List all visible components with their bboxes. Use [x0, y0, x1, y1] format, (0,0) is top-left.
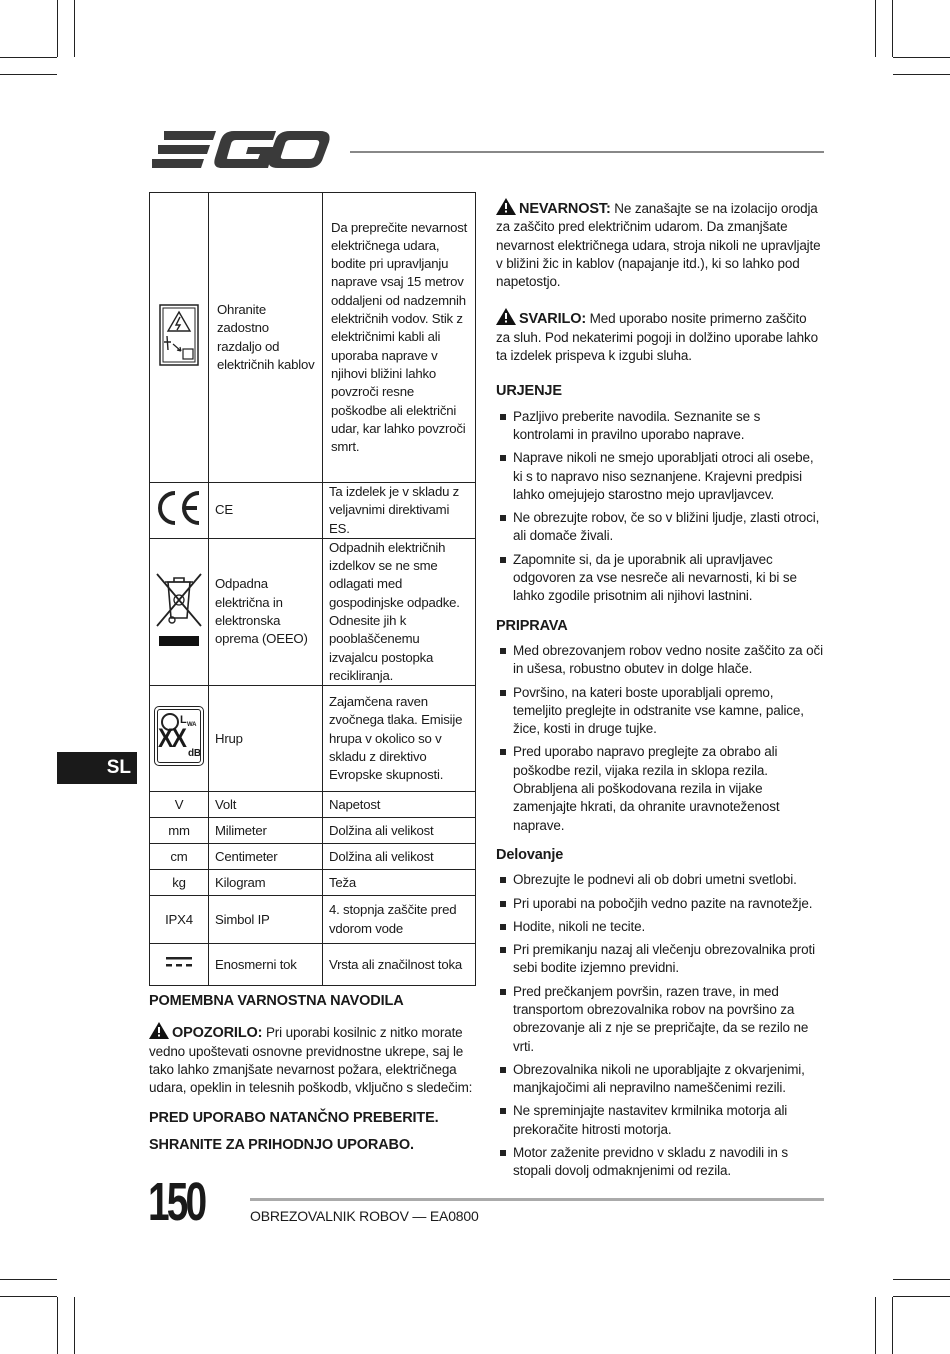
table-cell-desc: Dolžina ali velikost [323, 844, 476, 870]
weee-bin-icon [154, 570, 204, 648]
crop-mark [893, 57, 950, 58]
crop-mark [57, 1297, 58, 1354]
table-row [150, 792, 476, 818]
symbols-table [149, 192, 476, 986]
caution-paragraph [496, 308, 824, 365]
table-cell-symbol [150, 483, 209, 539]
warning-paragraph [149, 1022, 476, 1097]
caution-label: SVARILO: [519, 311, 587, 328]
noise-icon-sub: WA [187, 722, 197, 729]
warning-label: OPOZORILO: [172, 1025, 263, 1042]
list-item: Obrezovalnika nikoli ne uporabljajte z okvarjenimi, manjkajočimi ali nepravilno nameščenimi rezili. [496, 1061, 824, 1098]
list-item: Zapomnite si, da je uporabnik ali upravljavec odgovoren za vse nesreče ali nevarnosti, ki bi se lahko zgodile prisotnim ali njihovi lastnini. [496, 551, 824, 606]
caps-notice-2: SHRANITE ZA PRIHODNJO UPORABO. [149, 1136, 414, 1153]
list-item: Pazljivo preberite navodila. Seznanite se s kontrolami in pravilno uporabo naprave. [496, 408, 824, 445]
noise-icon-value: XX [158, 723, 186, 754]
caps-notice-1: PRED UPORABO NATANČNO PREBERITE. [149, 1110, 439, 1127]
noise-icon-unit: dB [188, 748, 201, 760]
table-row [150, 193, 476, 483]
list-item: Površino, na kateri boste uporabljali opremo, temeljito preglejte in odstranite vse kamne, palice, žice, kosti in druge tujke. [496, 684, 824, 739]
list-item: Hodite, nikoli ne tecite. [496, 918, 824, 936]
table-cell-symbol: kg [150, 870, 209, 896]
table-cell-desc: Vrsta ali značilnost toka [323, 944, 476, 986]
crop-mark [0, 57, 57, 58]
table-cell-symbol [150, 538, 209, 685]
list-item: Obrezujte le podnevi ali ob dobri umetni svetlobi. [496, 871, 824, 889]
table-cell-desc: Napetost [323, 792, 476, 818]
crop-mark [74, 0, 75, 57]
crop-mark [57, 0, 58, 57]
table-cell-name: Odpadna električna in elektronska oprema (OEEO) [209, 538, 323, 685]
table-cell-symbol [150, 944, 209, 986]
crop-mark [0, 1279, 57, 1280]
bullet-list [496, 871, 824, 1180]
list-item: Med obrezovanjem robov vedno nosite zaščito za oči in ušesa, robustno obutev in dolge hlače. [496, 642, 824, 679]
footer-rule [250, 1198, 824, 1201]
table-row [150, 483, 476, 539]
table-cell-desc: Dolžina ali velikost [323, 818, 476, 844]
table-row [150, 538, 476, 685]
crop-mark [893, 1279, 950, 1280]
bullet-list [496, 408, 824, 606]
table-cell-name: Centimeter [209, 844, 323, 870]
header-rule [350, 151, 824, 153]
danger-label: NEVARNOST: [519, 201, 611, 217]
noise-icon-l: L [180, 714, 187, 727]
crop-mark [875, 1297, 876, 1354]
crop-mark [0, 74, 57, 75]
table-cell-symbol: V [150, 792, 209, 818]
table-cell-symbol: IPX4 [150, 896, 209, 944]
list-item: Motor zaženite previdno v skladu z navodili in s stopali dovolj odmaknjenimi od rezila. [496, 1144, 824, 1181]
list-item: Naprave nikoli ne smejo uporabljati otroci ali osebe, ki s to napravo niso seznanjene. Krajevni predpisi lahko omejujejo starostno mejo upravljavcev. [496, 449, 824, 504]
table-cell-desc: Teža [323, 870, 476, 896]
danger-paragraph [496, 198, 824, 291]
table-cell-name: Milimeter [209, 818, 323, 844]
table-cell-symbol: cm [150, 844, 209, 870]
section-heading: URJENJE [496, 383, 562, 400]
section-heading: Delovanje [496, 846, 564, 863]
table-cell-name: Enosmerni tok [209, 944, 323, 986]
crop-mark [893, 1296, 950, 1297]
keep-distance-icon [159, 304, 199, 366]
right-column [496, 198, 824, 1186]
table-cell-name: Simbol IP [209, 896, 323, 944]
section-heading: PRIPRAVA [496, 617, 568, 634]
list-item: Pred prečkanjem površin, razen trave, in med transportom obrezovalnika robov na površino za obrezovanje ali z nje se prepričajte, da se rezilo ne vrti. [496, 983, 824, 1056]
crop-mark [875, 0, 876, 57]
table-cell-symbol: mm [150, 818, 209, 844]
table-cell-name: Kilogram [209, 870, 323, 896]
table-cell-name: Ohranite zadostno razdaljo od električnih kablov [209, 193, 323, 483]
danger-text: Ne zanašajte se na izolacijo orodja za zaščito pred električnim udarom. Da zmanjšate nevarnost električnega udara, stroja nikoli ne upravljajte v bližini žic in kablov (napajanje itd.), ki so lahko pod napetostjo. [496, 201, 821, 290]
left-column-text [149, 992, 476, 1154]
table-cell-desc: 4. stopnja zaščite pred vdorom vode [323, 896, 476, 944]
bullet-list [496, 642, 824, 835]
page-number: 150 [148, 1172, 205, 1232]
table-cell-name: Volt [209, 792, 323, 818]
crop-mark [0, 1296, 57, 1297]
list-item: Pri premikanju nazaj ali vlečenju obrezovalnika proti sebi bodite izjemno previdni. [496, 941, 824, 978]
table-row [150, 870, 476, 896]
table-row [150, 896, 476, 944]
direct-current-icon [166, 955, 192, 969]
ce-mark-icon [154, 489, 204, 527]
caution-text: Med uporabo nosite primerno zaščito za sluh. Pod nekaterimi pogoji in dolžino uporabe lahko ta izdelek prispeva k izgubi sluha. [496, 311, 818, 364]
table-row [150, 686, 476, 792]
table-row [150, 944, 476, 986]
list-item: Pred uporabo napravo preglejte za obrabo ali poškodbe rezil, vijaka rezila in sklopa rezila. Obrabljena ali poškodovana rezila in vijake zamenjajte hkrati, da ohranite uravnoteženost naprave. [496, 743, 824, 834]
list-item: Ne spreminjajte nastavitev krmilnika motorja ali prekoračite hitrosti motorja. [496, 1102, 824, 1139]
table-cell-desc: Da preprečite nevarnost električnega udara, bodite pri upravljanju naprave vsaj 15 metrov oddaljeni od nadzemnih električnih vodov. Stik z električnimi kabli ali uporaba naprave v njihovi bližini lahko povzroči resne poškodbe ali električni udar, kar lahko povzroči smrt. [323, 193, 476, 483]
table-cell-name: CE [209, 483, 323, 539]
table-cell-desc: Ta izdelek je v skladu z veljavnimi direktivami ES. [323, 483, 476, 539]
crop-mark [892, 1297, 893, 1354]
crop-mark [893, 74, 950, 75]
warning-text: Pri uporabi kosilnic z nitko morate vedno upoštevati osnovne previdnostne ukrepe, saj le tako lahko zmanjšate nevarnost požara, električnega udara, opeklin in telesnih poškodb, vključno s sledečim: [149, 1025, 473, 1096]
table-cell-name: Hrup [209, 686, 323, 792]
noise-level-icon [154, 706, 204, 766]
list-item: Pri uporabi na pobočjih vedno pazite na ravnotežje. [496, 895, 824, 913]
language-tab: SL [57, 752, 137, 784]
table-cell-desc: Odpadnih električnih izdelkov se ne sme odlagati med gospodinjske odpadke. Odnesite jih k pooblaščenemu izvajalcu postopka recikliranja. [323, 538, 476, 685]
section-heading: POMEMBNA VARNOSTNA NAVODILA [149, 993, 404, 1009]
crop-mark [892, 0, 893, 57]
table-cell-symbol [150, 193, 209, 483]
crop-mark [74, 1297, 75, 1354]
warning-triangle-icon [149, 1022, 169, 1039]
table-row [150, 844, 476, 870]
footer-title: OBREZOVALNIK ROBOV — EA0800 [250, 1208, 479, 1224]
table-cell-symbol [150, 686, 209, 792]
warning-triangle-icon [496, 308, 516, 325]
warning-triangle-icon [496, 198, 516, 215]
ego-logo [150, 128, 332, 172]
table-cell-desc: Zajamčena raven zvočnega tlaka. Emisije hrupa v okolico so v skladu z direktivo Evropske skupnosti. [323, 686, 476, 792]
list-item: Ne obrezujte robov, če so v bližini ljudje, zlasti otroci, ali domače živali. [496, 509, 824, 546]
table-row [150, 818, 476, 844]
